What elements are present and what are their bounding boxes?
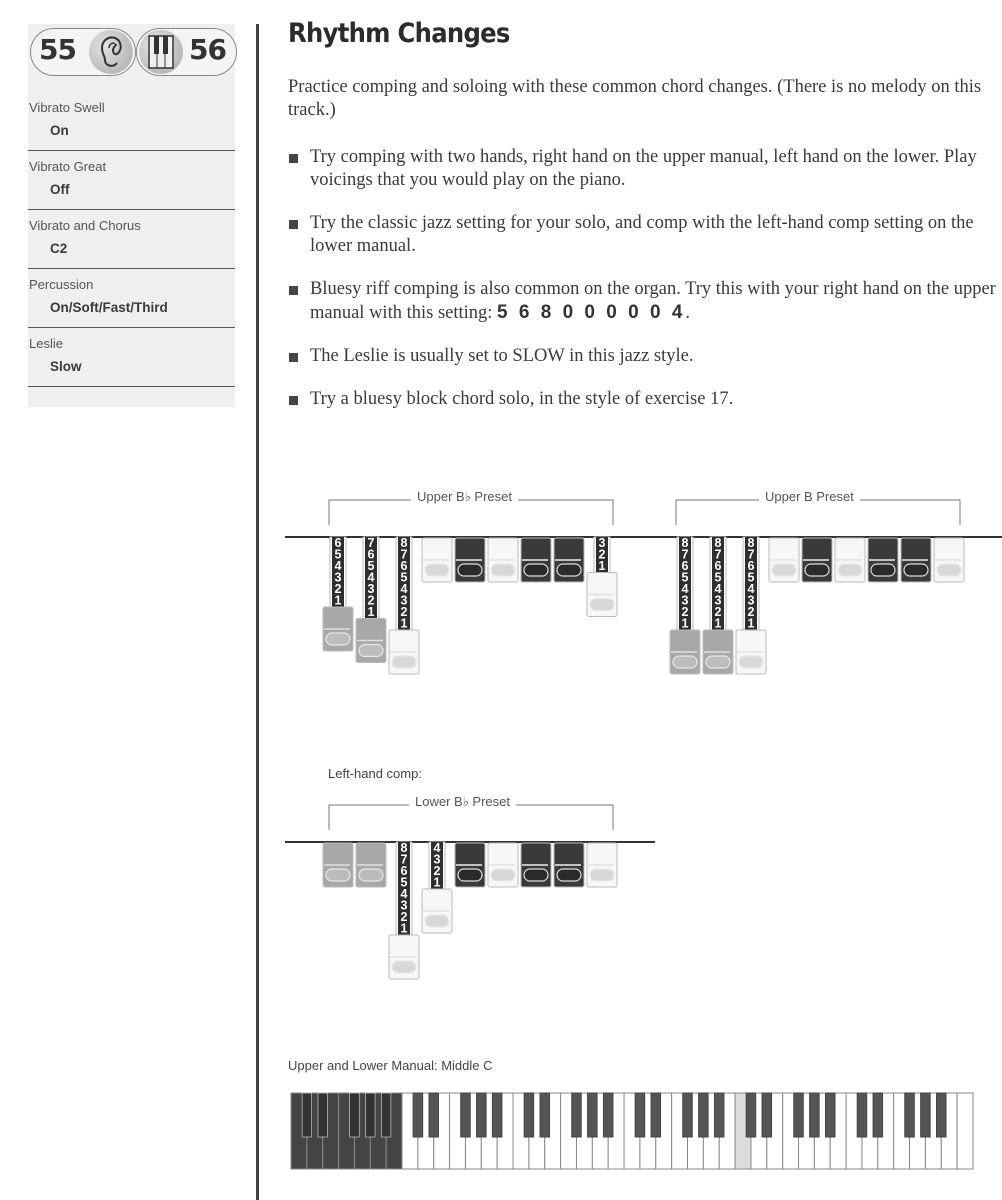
black-key [492, 1093, 502, 1137]
setting-leslie [28, 328, 235, 387]
tips-list [288, 146, 1000, 431]
setting-vibrato-swell [28, 92, 235, 151]
black-key [413, 1093, 423, 1137]
drawbar [769, 538, 799, 582]
drawbar-number: 2 [400, 605, 408, 619]
drawbar [521, 843, 551, 887]
drawbar-number: 8 [400, 536, 408, 550]
drawbar-number: 6 [747, 559, 755, 573]
black-key [302, 1093, 312, 1137]
track-badges [30, 26, 235, 78]
drawbar-number: 7 [714, 547, 722, 562]
drawbar-number: 1 [714, 616, 722, 631]
drawbar [587, 843, 617, 887]
preset-label: Upper B♭ Preset [411, 489, 518, 505]
drawbar [488, 843, 518, 887]
drawbar-number: 6 [400, 864, 408, 878]
drawbar-tab-grip [491, 869, 515, 881]
drawbar [554, 843, 584, 887]
drawbar-number: 1 [747, 616, 755, 631]
drawbar-number: 6 [334, 536, 342, 550]
drawbar [587, 536, 617, 617]
intro-paragraph: Practice comping and soloing with these common chord changes. (There is no melody on this track.) [288, 77, 982, 120]
drawbar-tab-grip [805, 564, 829, 576]
keyboard-caption: Upper and Lower Manual: Middle C [288, 1058, 493, 1073]
drawbar-number: 5 [400, 875, 408, 890]
drawbar-number: 4 [367, 570, 375, 585]
drawbar-number: 5 [367, 559, 375, 573]
drawbar [356, 536, 386, 663]
black-key [873, 1093, 883, 1137]
drawbar [389, 841, 419, 979]
black-key [318, 1093, 328, 1137]
drawbar-number: 8 [400, 841, 408, 855]
drawbar-number: 1 [433, 875, 441, 890]
setting-value: Slow [50, 359, 82, 374]
drawbar-tab-grip [590, 869, 614, 881]
drawbar-tab-grip [772, 564, 796, 576]
drawbar-number: 8 [714, 536, 722, 550]
drawbar-number: 4 [400, 582, 408, 596]
drawbar-tab-grip [706, 656, 730, 668]
drawbar-number: 5 [334, 547, 342, 562]
drawbar-number: 1 [334, 593, 342, 608]
list-item [288, 345, 1000, 368]
drawbar-tab-grip [557, 869, 581, 881]
list-item [288, 278, 1000, 325]
white-key [957, 1093, 973, 1169]
black-key [746, 1093, 756, 1137]
track-badge-play [136, 28, 237, 76]
list-item [288, 212, 1000, 258]
black-key [572, 1093, 582, 1137]
drawbar-number: 2 [747, 605, 755, 619]
setting-value: On/Soft/Fast/Third [50, 300, 168, 315]
drawbar-number: 3 [367, 582, 375, 596]
drawbar [521, 538, 551, 582]
bullet-square-icon [289, 286, 298, 295]
drawbar-number: 2 [598, 547, 606, 562]
left-hand-comp-caption: Left-hand comp: [328, 766, 422, 781]
drawbar [323, 843, 353, 887]
drawbar-number: 7 [367, 536, 375, 550]
drawbar-tab-grip [392, 961, 416, 973]
black-key [905, 1093, 915, 1137]
black-key [540, 1093, 550, 1137]
drawbar-tab-grip [673, 656, 697, 668]
drawbar-number: 4 [714, 582, 722, 596]
drawbar-number: 6 [681, 559, 689, 573]
black-key [683, 1093, 693, 1137]
drawbar-number: 5 [714, 570, 722, 585]
drawbar [802, 538, 832, 582]
drawbar-number: 3 [747, 593, 755, 608]
list-item-text: The Leslie is usually set to SLOW in this jazz style. [310, 346, 694, 366]
drawbar-tab-grip [557, 564, 581, 576]
piano-keys-icon [139, 30, 183, 74]
drawbar-tab-grip [425, 915, 449, 927]
drawbar-number: 6 [367, 547, 375, 562]
drawbar-number: 2 [367, 593, 375, 608]
drawbar [901, 538, 931, 582]
black-key [651, 1093, 661, 1137]
ear-icon [89, 30, 133, 74]
drawbar-number: 5 [747, 570, 755, 585]
setting-label: Vibrato and Chorus [29, 218, 141, 233]
drawbar-number: 1 [367, 605, 375, 619]
drawbar-number: 1 [400, 921, 408, 936]
drawbar-number: 4 [747, 582, 755, 596]
black-key [588, 1093, 598, 1137]
black-key [699, 1093, 709, 1137]
black-key [714, 1093, 724, 1137]
drawbar-tab-grip [392, 656, 416, 668]
drawbar-number: 2 [433, 864, 441, 878]
preset-label: Lower B♭ Preset [409, 794, 516, 810]
drawbar-number: 8 [747, 536, 755, 550]
drawbar [389, 536, 419, 674]
drawbar-tab-grip [458, 869, 482, 881]
drawbar-diagram-lower-bb [285, 785, 655, 1025]
drawbar [488, 538, 518, 582]
drawbar [455, 843, 485, 887]
track-badge-listen [30, 28, 136, 76]
list-item-text: Try the classic jazz setting for your solo, and comp with the left-hand comp setting on the lower manual. [310, 213, 974, 256]
drawbar-diagram-upper-b [630, 480, 1002, 720]
drawbar [670, 536, 700, 674]
black-key [794, 1093, 804, 1137]
setting-value: On [50, 123, 69, 138]
drawbar-tab-grip [937, 564, 961, 576]
track-number: 56 [189, 33, 226, 66]
drawbar-tab-grip [326, 633, 350, 645]
setting-label: Percussion [29, 277, 94, 292]
drawbar-number: 1 [681, 616, 689, 631]
drawbar [455, 538, 485, 582]
drawbar-number: 1 [598, 559, 606, 573]
drawbar-tab-grip [871, 564, 895, 576]
setting-label: Leslie [29, 336, 63, 351]
setting-value: C2 [50, 241, 68, 256]
drawbar-number: 1 [400, 616, 408, 631]
keyboard-diagram [290, 1092, 974, 1170]
black-key [366, 1093, 376, 1137]
drawbar-tab-grip [739, 656, 763, 668]
bullet-square-icon [289, 154, 298, 163]
drawbar-tab-grip [590, 599, 614, 611]
drawbar-number: 7 [681, 547, 689, 562]
black-key [350, 1093, 360, 1137]
drawbar-number: 7 [400, 852, 408, 867]
black-key [603, 1093, 613, 1137]
drawbar-number: 4 [681, 582, 689, 596]
drawbar-number: 5 [681, 570, 689, 585]
drawbar [422, 538, 452, 582]
setting-vibrato-chorus [28, 210, 235, 269]
drawbar-number: 2 [681, 605, 689, 619]
registration-sidebar [28, 24, 235, 407]
list-item [288, 146, 1000, 192]
page-title: Rhythm Changes [288, 18, 510, 49]
black-key [762, 1093, 772, 1137]
drawbar-tab-grip [524, 869, 548, 881]
drawbar-number: 3 [714, 593, 722, 608]
setting-label: Vibrato Great [29, 159, 107, 174]
drawbar [934, 538, 964, 582]
bullet-square-icon [289, 396, 298, 405]
drawbar-tab-grip [838, 564, 862, 576]
drawbar-number: 3 [433, 852, 441, 867]
drawbar-number: 3 [400, 593, 408, 608]
bullet-square-icon [289, 220, 298, 229]
drawbar-number: 2 [334, 582, 342, 596]
drawbar-number: 7 [747, 547, 755, 562]
drawbar-number: 4 [400, 887, 408, 901]
drawbar-tab-grip [425, 564, 449, 576]
drawbar-tab-grip [524, 564, 548, 576]
list-item-text: Bluesy riff comping is also common on the organ. Try this with your right hand on the upper manual with this setting: [310, 279, 996, 323]
drawbar-number: 7 [400, 547, 408, 562]
black-key [429, 1093, 439, 1137]
black-key [857, 1093, 867, 1137]
list-item-suffix: . [685, 303, 691, 323]
list-item-text: Try comping with two hands, right hand on the upper manual, left hand on the lower. Play voicings that you would play on the piano. [310, 147, 977, 190]
black-key [825, 1093, 835, 1137]
black-key [937, 1093, 947, 1137]
drawbar [554, 538, 584, 582]
setting-vibrato-great [28, 151, 235, 210]
black-key [635, 1093, 645, 1137]
drawbar-number: 4 [334, 559, 342, 573]
list-item [288, 388, 1000, 411]
drawbar-number: 4 [433, 841, 441, 855]
list-item-text: Try a bluesy block chord solo, in the style of exercise 17. [310, 389, 734, 409]
drawbar-tab-grip [491, 564, 515, 576]
drawbar [868, 538, 898, 582]
drawbar-number: 6 [400, 559, 408, 573]
setting-value: Off [50, 182, 70, 197]
drawbar-number: 8 [681, 536, 689, 550]
black-key [461, 1093, 471, 1137]
drawbar-tab-grip [359, 645, 383, 657]
drawbar-number: 3 [400, 898, 408, 913]
drawbar [323, 536, 353, 651]
black-key [381, 1093, 391, 1137]
drawbar-graphic [285, 480, 655, 720]
drawbar-number: 5 [400, 570, 408, 585]
column-divider [256, 24, 259, 1200]
black-key [810, 1093, 820, 1137]
drawbar [835, 538, 865, 582]
drawbar [703, 536, 733, 674]
drawbar-setting-code: 5 6 8 0 0 0 0 0 4 [497, 302, 686, 323]
drawbar-number: 3 [681, 593, 689, 608]
drawbar-graphic [285, 785, 655, 1025]
setting-label: Vibrato Swell [29, 100, 105, 115]
settings-list [28, 92, 235, 387]
preset-label: Upper B Preset [759, 489, 860, 504]
track-number: 55 [39, 33, 76, 66]
drawbar [356, 843, 386, 887]
black-key [921, 1093, 931, 1137]
drawbar-tab-grip [326, 869, 350, 881]
black-key [477, 1093, 487, 1137]
drawbar-tab-grip [458, 564, 482, 576]
drawbar-number: 3 [334, 570, 342, 585]
drawbar-number: 3 [598, 536, 606, 550]
bullet-square-icon [289, 353, 298, 362]
drawbar-tab-grip [359, 869, 383, 881]
drawbar-number: 2 [400, 910, 408, 924]
drawbar-number: 2 [714, 605, 722, 619]
drawbar [422, 841, 452, 933]
drawbar-tab-grip [904, 564, 928, 576]
drawbar [736, 536, 766, 674]
drawbar-number: 6 [714, 559, 722, 573]
setting-percussion [28, 269, 235, 328]
drawbar-diagram-upper-bb [285, 480, 655, 720]
drawbar-graphic [630, 480, 1002, 720]
black-key [524, 1093, 534, 1137]
